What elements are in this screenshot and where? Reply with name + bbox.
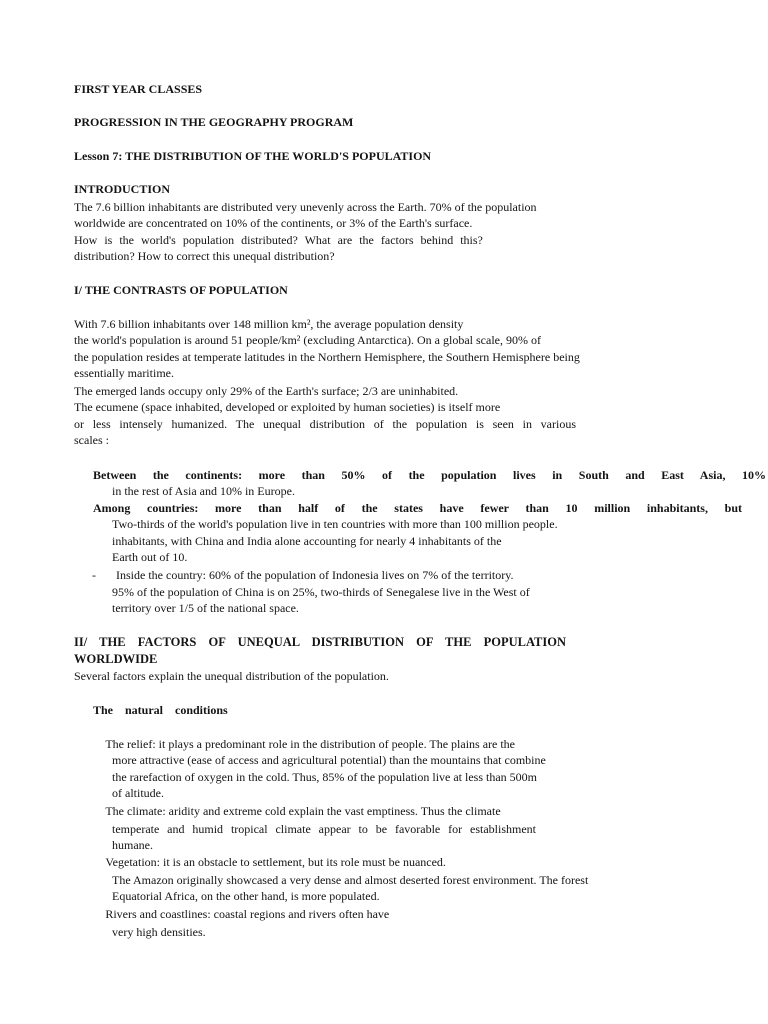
relief-line <box>93 737 515 751</box>
section-2-heading: WORLDWIDE <box>74 652 158 666</box>
bullet-icon <box>93 855 96 869</box>
countries-line: inhabitants, with China and India alone accounting for nearly 4 inhabitants of the <box>112 534 502 548</box>
relief-line: more attractive (ease of access and agricultural potential) than the mountains that combine <box>112 753 546 767</box>
climate-line: humane. <box>112 838 153 852</box>
relief-line: of altitude. <box>112 786 164 800</box>
relief-line: the rarefaction of oxygen in the cold. Thus, 85% of the population live at less than 500m <box>112 770 538 784</box>
climate-text: The climate: aridity and extreme cold explain the vast emptiness. Thus the climate <box>98 804 495 818</box>
vegetation-line: The Amazon originally showcased a very dense and almost deserted forest environment. The forest <box>112 873 589 887</box>
relief-text: The relief: it plays a predominant role in the distribution of people. The plains are the <box>98 737 509 751</box>
lesson-title: Lesson 7: THE DISTRIBUTION OF THE WORLD'S POPULATION <box>74 149 432 163</box>
section-1-line: The ecumene (space inhabited, developed or exploited by human societies) is itself more <box>74 400 501 414</box>
climate-line: temperate and humid tropical climate appear to be favorable for establishment <box>112 822 536 836</box>
intro-line: worldwide are concentrated on 10% of the continents, or 3% of the Earth's surface. <box>74 216 473 230</box>
intro-line: The 7.6 billion inhabitants are distributed very unevenly across the Earth. 70% of the population <box>74 200 537 214</box>
section-1-line: The emerged lands occupy only 29% of the Earth's surface; 2/3 are uninhabited. <box>74 384 459 398</box>
countries-line: Among countries: more than half of the states have fewer than 10 million inhabitants, but <box>93 501 742 515</box>
inside-line: territory over 1/5 of the national space. <box>112 601 299 615</box>
countries-line: Two-thirds of the world's population live in ten countries with more than 100 million people. <box>112 517 558 531</box>
section-1-line: essentially maritime. <box>74 366 174 380</box>
bullet-icon <box>93 907 96 921</box>
dash-marker: - <box>92 568 96 582</box>
natural-conditions-heading: The natural conditions <box>93 703 228 717</box>
section-2-intro: Several factors explain the unequal distribution of the population. <box>74 669 389 683</box>
classes-heading: FIRST YEAR CLASSES <box>74 82 203 96</box>
inside-line: Inside the country: 60% of the population of Indonesia lives on 7% of the territory. <box>116 568 514 582</box>
bullet-icon <box>93 804 96 818</box>
section-1-line: With 7.6 billion inhabitants over 148 million km², the average population density <box>74 317 464 331</box>
continents-line: Between the continents: more than 50% of the population lives in South and East Asia, 10% <box>93 468 766 482</box>
section-1-line: the population resides at temperate latitudes in the Northern Hemisphere, the Southern Hemisphere being <box>74 350 580 364</box>
section-2-heading: II/ THE FACTORS OF UNEQUAL DISTRIBUTION OF THE POPULATION <box>74 635 566 649</box>
vegetation-line <box>93 855 446 869</box>
vegetation-text: Vegetation: it is an obstacle to settlement, but its role must be nuanced. <box>98 855 440 869</box>
climate-line <box>93 804 501 818</box>
introduction-heading: INTRODUCTION <box>74 182 171 196</box>
rivers-line <box>93 907 389 921</box>
bullet-icon <box>93 737 96 751</box>
intro-line <box>74 233 504 247</box>
countries-line: Earth out of 10. <box>112 550 188 564</box>
rivers-text: Rivers and coastlines: coastal regions and rivers often have <box>99 907 383 921</box>
section-1-heading: I/ THE CONTRASTS OF POPULATION <box>74 283 288 297</box>
section-1-line: or less intensely humanized. The unequal distribution of the population is seen in various <box>74 417 576 431</box>
program-heading: PROGRESSION IN THE GEOGRAPHY PROGRAM <box>74 115 354 129</box>
inside-line: 95% of the population of China is on 25%, two-thirds of Senegalese live in the West of <box>112 585 530 599</box>
section-1-line: the world's population is around 51 people/km² (excluding Antarctica). On a global scale, 90% of <box>74 333 541 347</box>
continents-line: in the rest of Asia and 10% in Europe. <box>112 484 295 498</box>
intro-line: distribution? How to correct this unequal distribution? <box>74 249 335 263</box>
intro-line-text: How is the world's population distributed? What are the factors behind this? <box>74 233 483 247</box>
rivers-line: very high densities. <box>112 925 206 939</box>
section-1-line: scales : <box>74 433 109 447</box>
vegetation-line: Equatorial Africa, on the other hand, is more populated. <box>112 889 380 903</box>
